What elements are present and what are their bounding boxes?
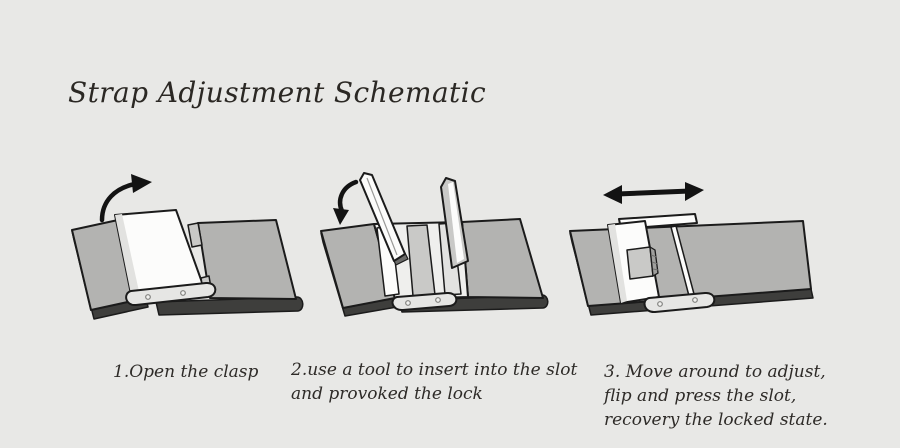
- plate-hole: [693, 298, 698, 303]
- step-3-caption: [604, 360, 828, 432]
- step-1-caption: [113, 360, 258, 384]
- arrow-head-left: [603, 185, 622, 204]
- illustration-step-3-adjust: [555, 173, 815, 340]
- caption-line: flip and press the slot,: [604, 386, 797, 406]
- plate-hole: [658, 302, 663, 307]
- slot-button-face: [627, 247, 653, 279]
- illustration-step-2-insert-tool: [315, 158, 555, 340]
- page-title: Strap Adjustment Schematic: [68, 76, 487, 109]
- arrow-head-right: [685, 182, 704, 201]
- illustration-step-1-open-clasp: [55, 163, 320, 340]
- caption-line: 2.use a tool to insert into the slot: [291, 360, 578, 380]
- caption-line: recovery the locked state.: [604, 410, 828, 430]
- arrow-shaft: [617, 191, 690, 194]
- plate-hole: [406, 301, 411, 306]
- curved-arrow-down-icon: [333, 182, 356, 225]
- caption-line: 3. Move around to adjust,: [604, 362, 826, 382]
- open-clasp-drawing: [55, 163, 320, 340]
- arrow-head: [131, 174, 152, 193]
- plate-hole: [436, 298, 441, 303]
- caption-line: and provoked the lock: [291, 384, 483, 404]
- double-arrow-icon: [603, 182, 704, 204]
- plate-hole: [181, 291, 186, 296]
- caption-line: 1.Open the clasp: [113, 362, 259, 382]
- insert-tool-drawing: [315, 158, 555, 340]
- slot-button: [627, 247, 658, 279]
- plate-hole: [146, 295, 151, 300]
- arrow-shaft: [340, 182, 356, 211]
- strap-right-face: [462, 219, 543, 298]
- adjust-slide-drawing: [555, 173, 815, 340]
- arrow-head: [333, 208, 349, 225]
- step-2-caption: [291, 358, 577, 406]
